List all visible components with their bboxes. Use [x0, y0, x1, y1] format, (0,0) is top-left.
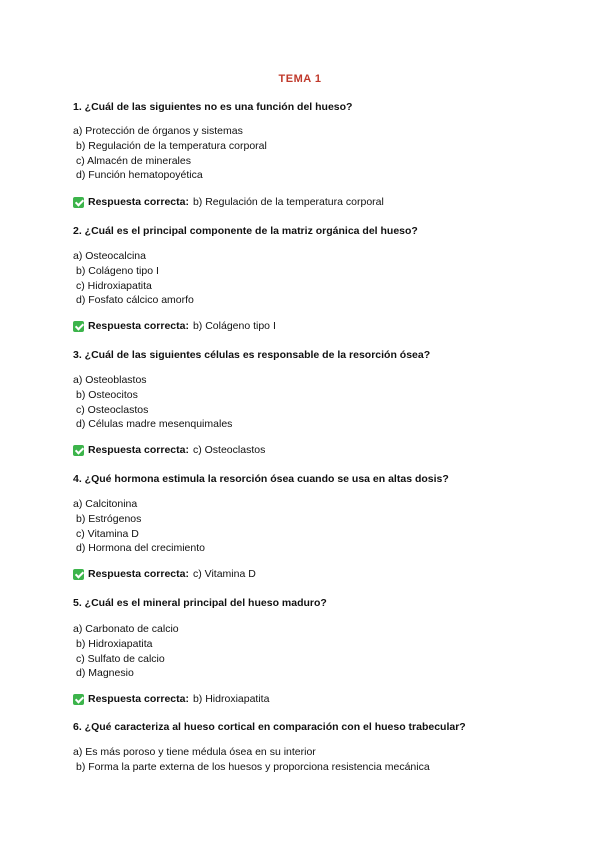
answer-label: Respuesta correcta:	[88, 568, 189, 580]
option-b: b) Estrógenos	[76, 512, 142, 525]
answer-text: b) Hidroxiapatita	[192, 693, 270, 705]
check-icon	[73, 445, 84, 456]
question-5-options	[73, 622, 179, 681]
question-3: 3. ¿Cuál de las siguientes células es responsable de la resorción ósea?	[73, 349, 431, 361]
answer-text: c) Osteoclastos	[192, 444, 266, 456]
option-a: a) Osteocalcina	[73, 250, 146, 262]
option-d: d) Hormona del crecimiento	[76, 542, 205, 555]
option-d: d) Función hematopoyética	[76, 169, 203, 182]
question-4-options	[73, 497, 205, 556]
answer-label: Respuesta correcta:	[88, 444, 189, 456]
option-d: d) Magnesio	[76, 667, 134, 680]
question-2-options	[73, 249, 194, 308]
option-c: c) Osteoclastos	[76, 403, 149, 416]
page-title: TEMA 1	[278, 73, 322, 85]
option-b: b) Osteocitos	[76, 388, 138, 401]
question-1: 1. ¿Cuál de las siguientes no es una función del hueso?	[73, 101, 353, 113]
question-1-options	[73, 124, 267, 183]
answer-label: Respuesta correcta:	[88, 196, 189, 208]
answer-text: c) Vitamina D	[192, 568, 256, 580]
question-3-options	[73, 373, 232, 432]
option-a: a) Es más poroso y tiene médula ósea en su interior	[73, 746, 316, 758]
option-a: a) Calcitonina	[73, 498, 138, 510]
option-c: c) Vitamina D	[76, 527, 139, 540]
question-6: 6. ¿Qué caracteriza al hueso cortical en comparación con el hueso trabecular?	[73, 721, 466, 733]
answer-text: b) Regulación de la temperatura corporal	[192, 196, 384, 208]
option-b: b) Colágeno tipo I	[76, 264, 159, 277]
option-a: a) Carbonato de calcio	[73, 623, 179, 635]
answer-1	[73, 196, 384, 208]
question-5: 5. ¿Cuál es el mineral principal del hueso maduro?	[73, 597, 327, 609]
answer-4	[73, 568, 256, 580]
check-icon	[73, 321, 84, 332]
option-b: b) Forma la parte externa de los huesos y proporciona resistencia mecánica	[76, 760, 430, 773]
answer-label: Respuesta correcta:	[88, 693, 189, 705]
option-c: c) Hidroxiapatita	[76, 279, 152, 292]
option-d: d) Células madre mesenquimales	[76, 418, 233, 431]
answer-2	[73, 320, 276, 332]
option-a: a) Protección de órganos y sistemas	[73, 125, 243, 137]
option-c: c) Sulfato de calcio	[76, 652, 165, 665]
option-c: c) Almacén de minerales	[76, 154, 191, 167]
question-4: 4. ¿Qué hormona estimula la resorción ósea cuando se usa en altas dosis?	[73, 473, 449, 485]
answer-label: Respuesta correcta:	[88, 320, 189, 332]
answer-text: b) Colágeno tipo I	[192, 320, 276, 332]
answer-3	[73, 444, 265, 456]
answer-5	[73, 693, 269, 705]
question-6-options	[73, 745, 430, 775]
question-2: 2. ¿Cuál es el principal componente de la matriz orgánica del hueso?	[73, 225, 418, 237]
option-b: b) Hidroxiapatita	[76, 637, 153, 650]
check-icon	[73, 694, 84, 705]
option-a: a) Osteoblastos	[73, 374, 147, 386]
option-b: b) Regulación de la temperatura corporal	[76, 139, 267, 152]
check-icon	[73, 197, 84, 208]
option-d: d) Fosfato cálcico amorfo	[76, 294, 194, 307]
check-icon	[73, 569, 84, 580]
